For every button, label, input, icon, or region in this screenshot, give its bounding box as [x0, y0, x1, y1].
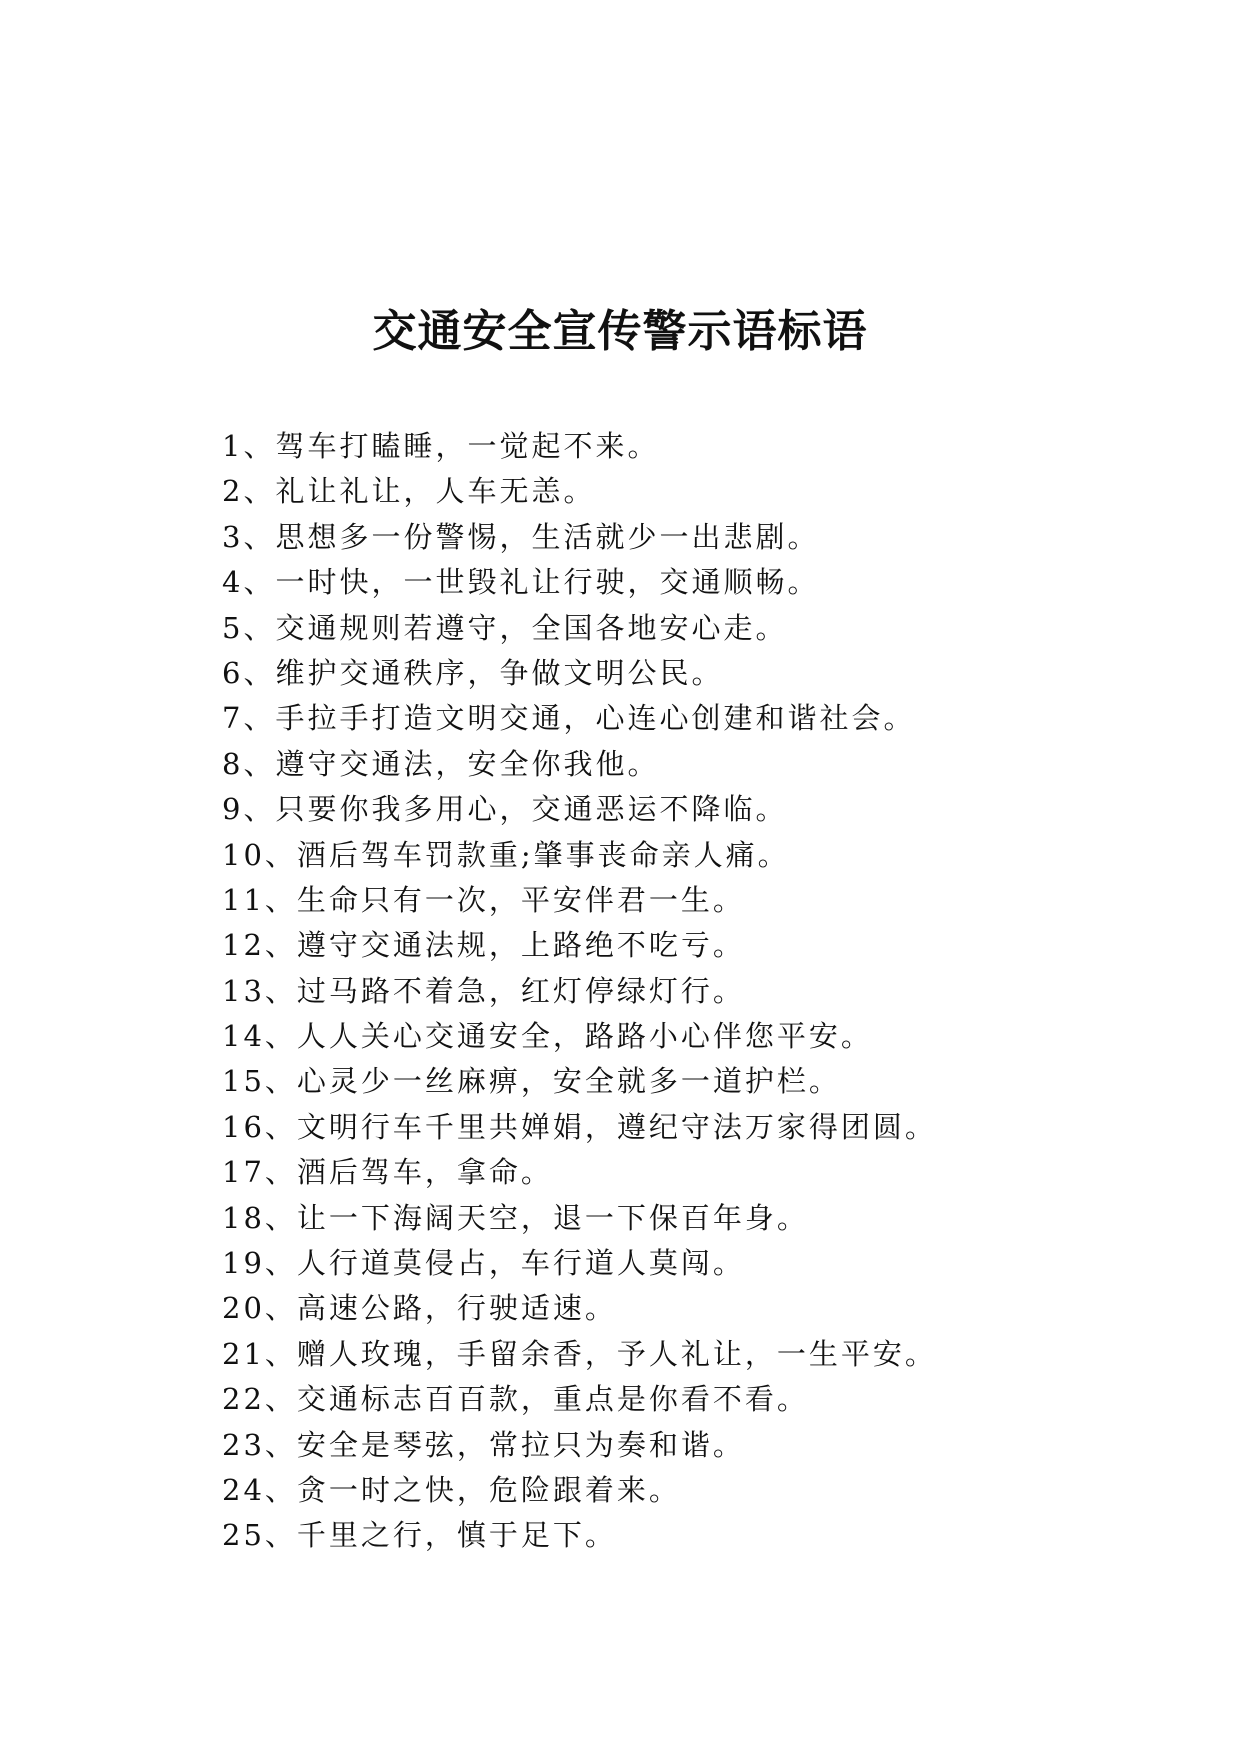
- slogan-item-8: 8、遵守交通法，安全你我他。: [222, 746, 660, 781]
- slogan-item-11: 11、生命只有一次，平安伴君一生。: [222, 882, 745, 917]
- slogan-item-16: 16、文明行车千里共婵娟，遵纪守法万家得团圆。: [222, 1109, 937, 1144]
- slogan-item-25: 25、千里之行，慎于足下。: [222, 1518, 617, 1553]
- slogan-item-2: 2、礼让礼让，人车无恙。: [222, 474, 596, 509]
- slogan-item-3: 3、思想多一份警惕，生活就少一出悲剧。: [222, 519, 820, 554]
- slogan-list: [222, 424, 1202, 1559]
- slogan-item-14: 14、人人关心交通安全，路路小心伴您平安。: [222, 1019, 873, 1054]
- slogan-item-23: 23、安全是琴弦，常拉只为奏和谐。: [222, 1427, 745, 1462]
- slogan-item-10: 10、酒后驾车罚款重;肇事丧命亲人痛。: [222, 837, 790, 872]
- slogan-item-15: 15、心灵少一丝麻痹，安全就多一道护栏。: [222, 1064, 841, 1099]
- slogan-item-19: 19、人行道莫侵占，车行道人莫闯。: [222, 1246, 745, 1281]
- slogan-item-12: 12、遵守交通法规，上路绝不吃亏。: [222, 928, 745, 963]
- slogan-item-21: 21、赠人玫瑰，手留余香，予人礼让，一生平安。: [222, 1336, 937, 1371]
- document-title: 交通安全宣传警示语标语: [372, 306, 868, 357]
- slogan-item-4: 4、一时快，一世毁礼让行驶，交通顺畅。: [222, 565, 820, 600]
- slogan-item-9: 9、只要你我多用心，交通恶运不降临。: [222, 792, 788, 827]
- slogan-item-18: 18、让一下海阔天空，退一下保百年身。: [222, 1200, 809, 1235]
- slogan-item-6: 6、维护交通秩序，争做文明公民。: [222, 655, 724, 690]
- slogan-item-17: 17、酒后驾车，拿命。: [222, 1155, 553, 1190]
- slogan-item-13: 13、过马路不着急，红灯停绿灯行。: [222, 973, 745, 1008]
- slogan-item-20: 20、高速公路，行驶适速。: [222, 1291, 617, 1326]
- slogan-item-7: 7、手拉手打造文明交通，心连心创建和谐社会。: [222, 701, 916, 736]
- slogan-item-22: 22、交通标志百百款，重点是你看不看。: [222, 1382, 809, 1417]
- slogan-item-24: 24、贪一时之快，危险跟着来。: [222, 1472, 681, 1507]
- slogan-item-1: 1、驾车打瞌睡，一觉起不来。: [222, 429, 660, 463]
- slogan-item-5: 5、交通规则若遵守，全国各地安心走。: [222, 610, 788, 645]
